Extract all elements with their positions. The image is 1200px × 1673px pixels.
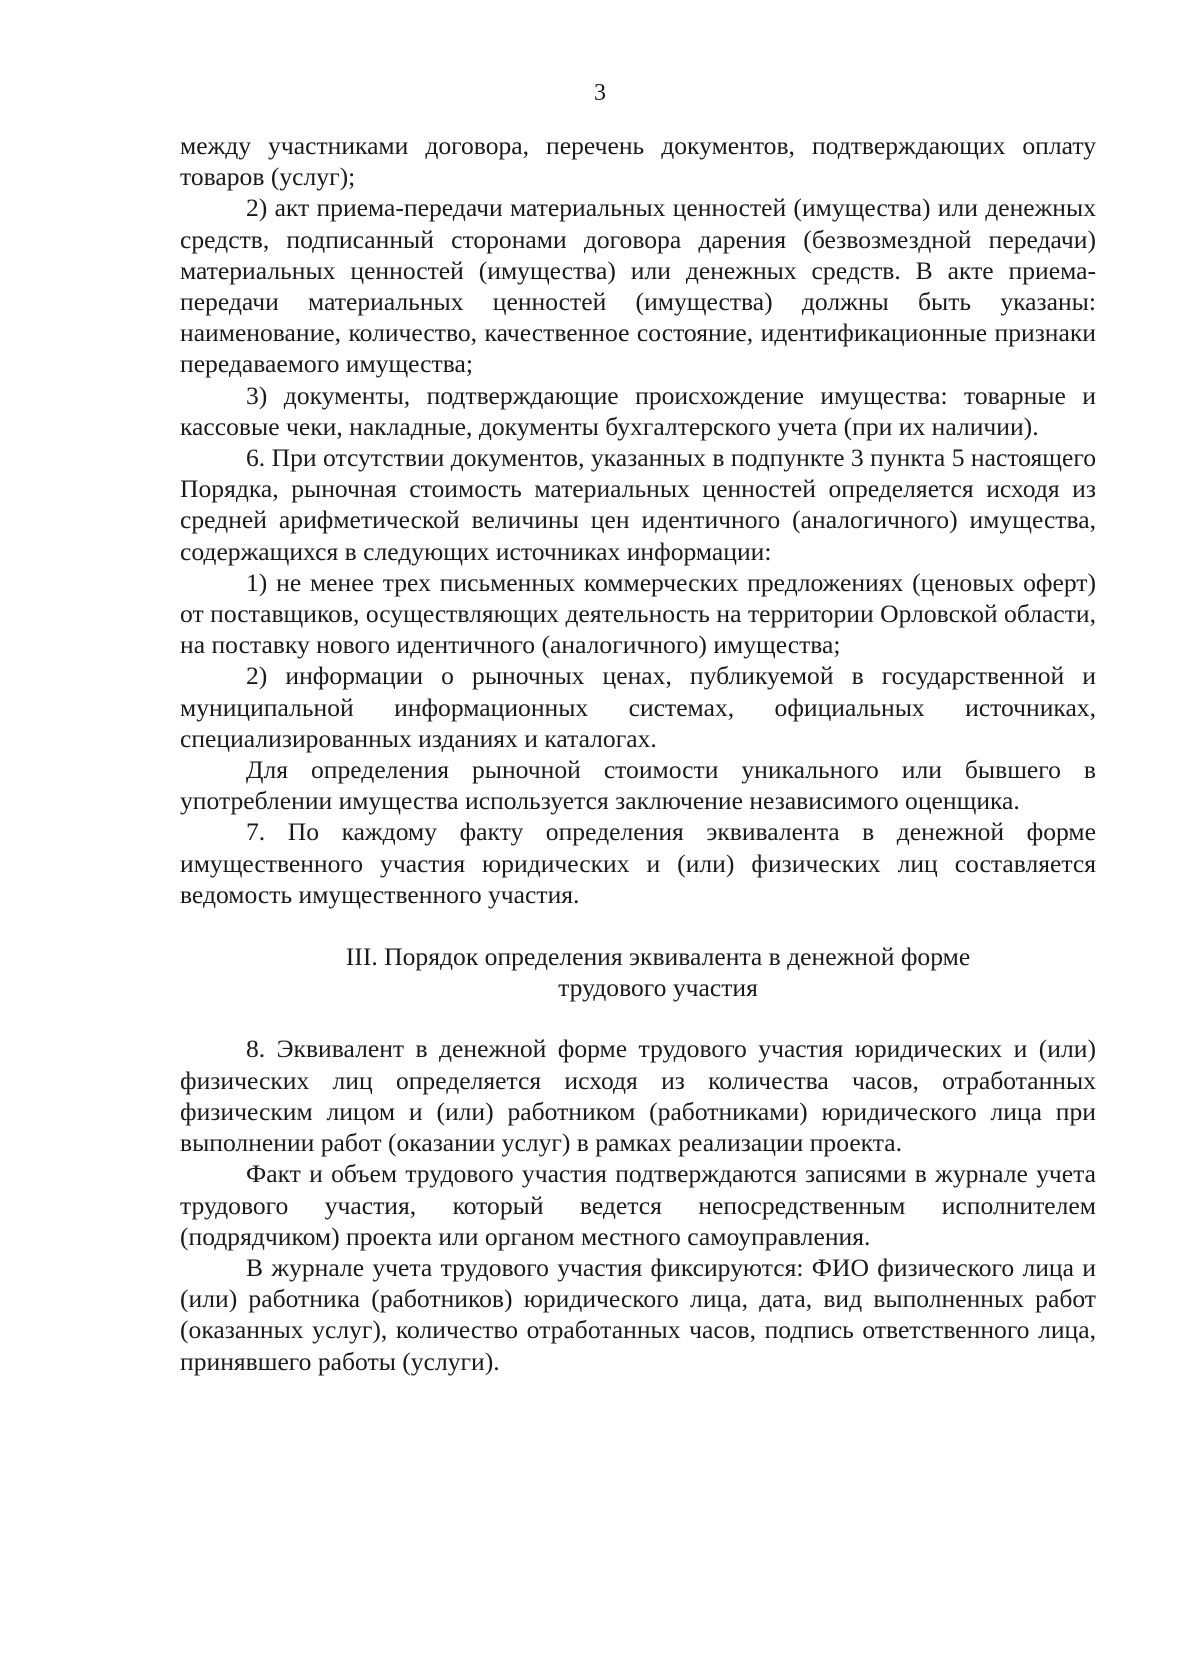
paragraph-point-6-item-2: 2) информации о рыночных ценах, публикуемой в государственной и муниципальной информационных системах, официальных источниках, специализированных изданиях и каталогах. (180, 661, 1096, 753)
paragraph-continuation: между участниками договора, перечень документов, подтверждающих оплату товаров (услуг); (180, 131, 1096, 192)
paragraph-journal-entries: В журнале учета трудового участия фиксируются: ФИО физического лица и (или) работника (работников) юридического лица, дата, вид выполненных работ (оказанных услуг), количество отработанных часов, подпись ответственного лица, принявшего работы (услуги). (180, 1252, 1096, 1376)
section-heading-line-2: трудового участия (558, 973, 758, 1003)
document-body (180, 130, 1096, 1377)
paragraph-item-3-documents: 3) документы, подтверждающие происхождение имущества: товарные и кассовые чеки, накладные, документы бухгалтерского учета (при их наличии). (180, 380, 1096, 441)
paragraph-appraiser: Для определения рыночной стоимости уникального или бывшего в употреблении имущества используется заключение независимого оценщика. (180, 755, 1096, 816)
section-heading-line-1: III. Порядок определения эквивалента в денежной форме (345, 942, 971, 972)
paragraph-point-6-item-1: 1) не менее трех письменных коммерческих предложениях (ценовых оферт) от поставщиков, осуществляющих деятельность на территории Орловской области, на поставку нового идентичного (аналогичного) имущества; (180, 567, 1096, 660)
paragraph-point-7: 7. По каждому факту определения эквивалента в денежной форме имущественного участия юридических и (или) физических лиц составляется ведомость имущественного участия. (180, 817, 1096, 909)
paragraph-point-8: 8. Эквивалент в денежной форме трудового участия юридических и (или) физических лиц определяется исходя из количества часов, отработанных физическим лицом и (или) работником (работниками) юридического лица при выполнении работ (оказании услуг) в рамках реализации проекта. (180, 1034, 1096, 1158)
section-heading (180, 941, 1096, 1003)
paragraph-point-6: 6. При отсутствии документов, указанных в подпункте 3 пункта 5 настоящего Порядка, рыночная стоимость материальных ценностей определяется исходя из средней арифметической величины цен идентичного (аналогичного) имущества, содержащихся в следующих источниках информации: (180, 443, 1096, 566)
page-number: 3 (594, 80, 606, 106)
paragraph-item-2-act: 2) акт приема-передачи материальных ценностей (имущества) или денежных средств, подписанный сторонами договора дарения (безвозмездной передачи) материальных ценностей (имущества) или денежных средств. В акте приема-передачи материальных ценностей (имущества) должны быть указаны: наименование, количество, качественное состояние, идентификационные признаки передаваемого имущества; (180, 193, 1096, 379)
paragraph-labor-fact: Факт и объем трудового участия подтверждаются записями в журнале учета трудового участия, который ведется непосредственным исполнителем (подрядчиком) проекта или органом местного самоуправления. (180, 1159, 1096, 1251)
